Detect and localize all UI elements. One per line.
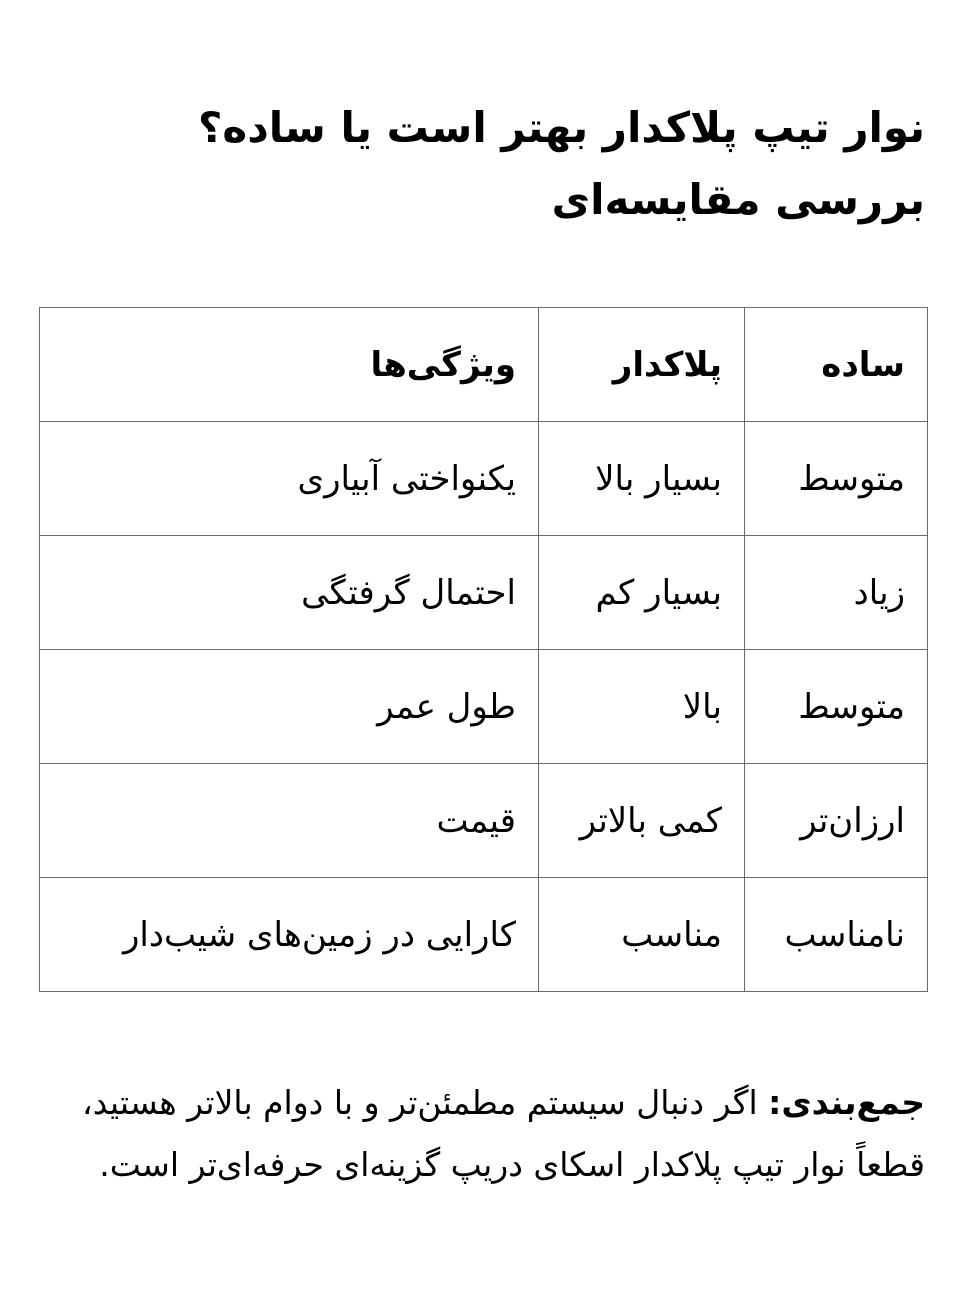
cell-simple: نامناسب: [745, 878, 928, 992]
table-row: [40, 650, 928, 764]
page-title: نوار تیپ پلاکدار بهتر است یا ساده؟ بررسی مقایسه‌ای: [198, 103, 925, 224]
cell-feature: قیمت: [40, 764, 539, 878]
cell-plakdar: مناسب: [539, 878, 745, 992]
table-header-row: [40, 308, 928, 422]
cell-feature: کارایی در زمین‌های شیب‌دار: [40, 878, 539, 992]
cell-feature: طول عمر: [40, 650, 539, 764]
summary-text: اگر دنبال سیستم مطمئن‌تر و با دوام بالاتر هستید، قطعاً نوار تیپ پلاکدار اسکای دریپ گزینه‌ای حرفه‌ای‌تر است.: [81, 1083, 925, 1184]
cell-plakdar: بسیار کم: [539, 536, 745, 650]
table-row: [40, 878, 928, 992]
header-features: ویژگی‌ها: [40, 308, 539, 422]
cell-simple: متوسط: [745, 650, 928, 764]
comparison-table: [39, 307, 928, 992]
table-row: [40, 536, 928, 650]
summary-paragraph: [45, 1072, 925, 1196]
cell-plakdar: بالا: [539, 650, 745, 764]
summary-label: جمع‌بندی:: [768, 1083, 925, 1122]
table-row: [40, 764, 928, 878]
header-plakdar: پلاکدار: [539, 308, 745, 422]
cell-plakdar: بسیار بالا: [539, 422, 745, 536]
cell-simple: متوسط: [745, 422, 928, 536]
table-row: [40, 422, 928, 536]
cell-plakdar: کمی بالاتر: [539, 764, 745, 878]
cell-simple: ارزان‌تر: [745, 764, 928, 878]
header-simple: ساده: [745, 308, 928, 422]
cell-simple: زیاد: [745, 536, 928, 650]
cell-feature: احتمال گرفتگی: [40, 536, 539, 650]
cell-feature: یکنواختی آبیاری: [40, 422, 539, 536]
